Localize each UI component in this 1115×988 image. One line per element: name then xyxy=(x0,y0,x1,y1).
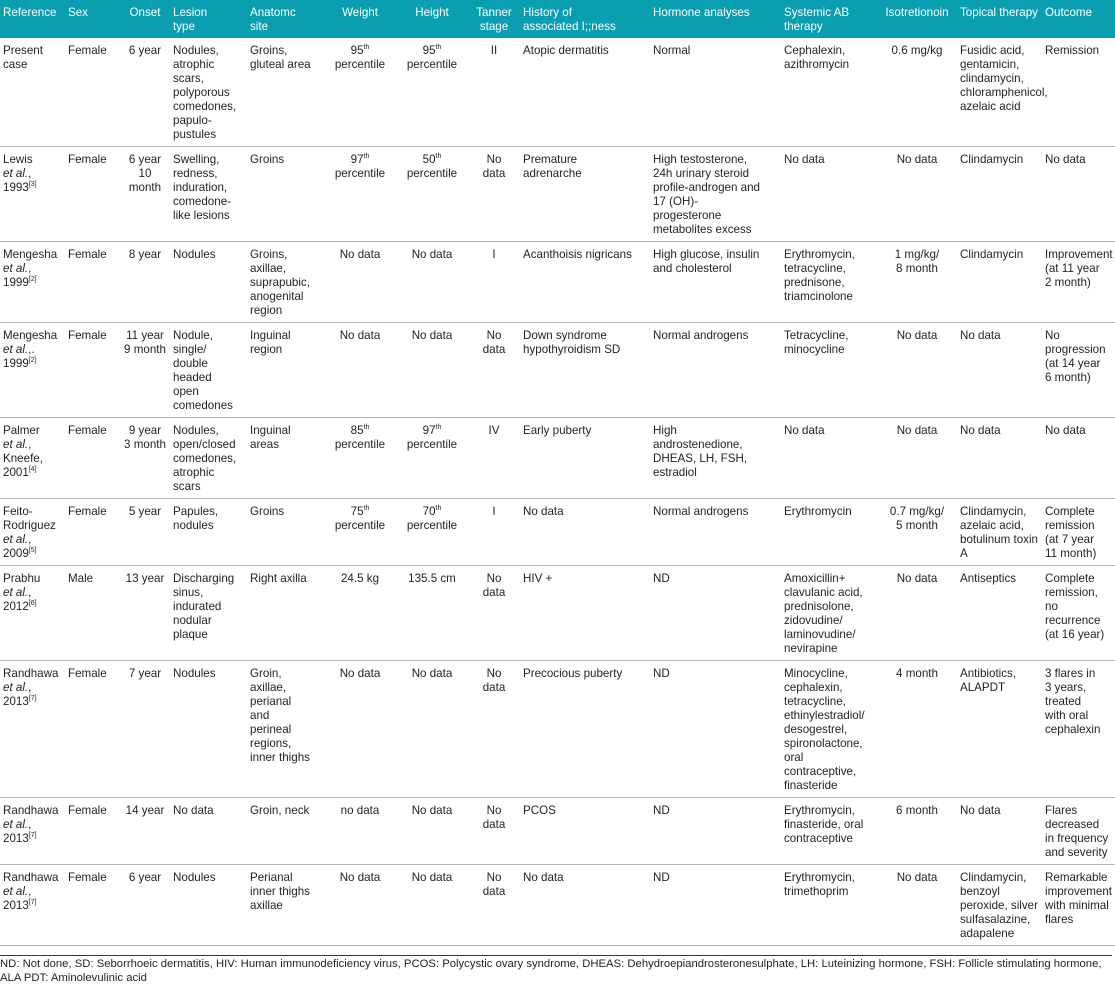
cell-anatomic-site: Groin, axillae, perianal and perineal regions, inner thighs xyxy=(247,661,324,798)
table-row xyxy=(0,661,1115,798)
cell-hormone-analyses: ND xyxy=(650,566,781,661)
cell-height xyxy=(396,865,468,946)
cell-isotretinoin: 0.7 mg/kg/ 5 month xyxy=(877,499,957,566)
col-header-anatomic-site: Anatomc site xyxy=(250,6,296,33)
cell-systemic-ab-therapy: Minocycline, cephalexin, tetracycline, ethinylestradiol/ desogestrel, spironolactone, oral contraceptive, finasteride xyxy=(781,661,877,798)
cell-lesion-type: Nodules, atrophic scars, polyporous comedones, papulo- pustules xyxy=(170,38,247,147)
height-unit: percentile xyxy=(406,167,458,180)
col-header-reference: Reference xyxy=(3,6,57,19)
cell-onset: 11 year 9 month xyxy=(120,323,170,418)
weight-value: 95 xyxy=(350,44,364,57)
weight-value: No data xyxy=(339,667,381,680)
cell-height xyxy=(396,661,468,798)
cell-weight xyxy=(324,323,396,418)
col-header-outcome: Outcome xyxy=(1045,6,1093,19)
weight-ordinal: th xyxy=(363,153,370,160)
cell-sex: Female xyxy=(65,323,120,418)
cell-lesion-type: Nodule, single/ double headed open comedones xyxy=(170,323,247,418)
cell-height xyxy=(396,798,468,865)
cell-reference xyxy=(0,499,65,566)
cell-isotretinoin: No data xyxy=(877,566,957,661)
cell-isotretinoin: No data xyxy=(877,418,957,499)
col-header-weight: Weight xyxy=(342,6,378,19)
cell-onset: 14 year xyxy=(120,798,170,865)
cell-topical-therapy: Clindamycin xyxy=(957,147,1042,242)
cell-sex: Female xyxy=(65,865,120,946)
cell-weight xyxy=(324,798,396,865)
cell-outcome: Improvement (at 11 year 2 month) xyxy=(1042,242,1115,323)
height-value: 97 xyxy=(422,424,436,437)
cell-sex: Female xyxy=(65,242,120,323)
weight-value: No data xyxy=(339,329,381,342)
cell-lesion-type: Swelling, redness, induration, comedone- like lesions xyxy=(170,147,247,242)
reference-author: Prabhu xyxy=(3,572,41,585)
reference-citation: [2] xyxy=(28,276,37,283)
cell-onset: 9 year 3 month xyxy=(120,418,170,499)
table-row xyxy=(0,147,1115,242)
weight-unit: percentile xyxy=(334,167,386,180)
table-row xyxy=(0,242,1115,323)
cell-sex: Female xyxy=(65,147,120,242)
height-value: No data xyxy=(411,871,453,884)
cell-outcome: No data xyxy=(1042,418,1115,499)
cell-lesion-type: Nodules xyxy=(170,661,247,798)
cell-hormone-analyses: Normal xyxy=(650,38,781,147)
cell-sex: Female xyxy=(65,661,120,798)
cell-reference xyxy=(0,865,65,946)
height-value: No data xyxy=(411,804,453,817)
table-row xyxy=(0,418,1115,499)
cell-isotretinoin: 0.6 mg/kg xyxy=(877,38,957,147)
cell-history: PCOS xyxy=(520,798,650,865)
weight-ordinal: th xyxy=(363,505,370,512)
cell-history: HIV + xyxy=(520,566,650,661)
cell-anatomic-site: Groins, gluteal area xyxy=(247,38,324,147)
cell-weight xyxy=(324,147,396,242)
weight-unit: percentile xyxy=(334,519,386,532)
cell-onset: 6 year 10 month xyxy=(120,147,170,242)
reference-author: Randhawa xyxy=(3,871,59,884)
reference-year: , 2013 xyxy=(3,681,32,708)
reference-author: Feito- Rodriguez xyxy=(3,505,56,532)
cell-history: Acanthoisis nigricans xyxy=(520,242,650,323)
cell-reference xyxy=(0,798,65,865)
cell-topical-therapy: No data xyxy=(957,323,1042,418)
cell-sex: Female xyxy=(65,38,120,147)
height-unit: percentile xyxy=(406,58,458,71)
cell-reference xyxy=(0,147,65,242)
reference-author: Mengesha xyxy=(3,329,58,342)
cell-reference xyxy=(0,38,65,147)
reference-citation: [2] xyxy=(28,357,37,364)
weight-unit: percentile xyxy=(334,58,386,71)
cell-outcome: Remarkable improvement with minimal flares xyxy=(1042,865,1115,946)
cell-reference xyxy=(0,418,65,499)
cell-outcome: No data xyxy=(1042,147,1115,242)
cell-hormone-analyses: High testosterone, 24h urinary steroid profile-androgen and 17 (OH)- progesterone metabolites excess xyxy=(650,147,781,242)
cell-hormone-analyses: ND xyxy=(650,798,781,865)
cell-height xyxy=(396,242,468,323)
cell-weight xyxy=(324,242,396,323)
cell-onset: 5 year xyxy=(120,499,170,566)
cell-tanner-stage: I xyxy=(468,242,520,323)
cell-systemic-ab-therapy: Erythromycin, finasteride, oral contraceptive xyxy=(781,798,877,865)
cell-tanner-stage: No data xyxy=(468,147,520,242)
cell-history: Premature adrenarche xyxy=(520,147,650,242)
cell-hormone-analyses: ND xyxy=(650,661,781,798)
cell-hormone-analyses: ND xyxy=(650,865,781,946)
col-header-tanner-stage: Tanner stage xyxy=(476,6,512,33)
cell-history: Early puberty xyxy=(520,418,650,499)
cell-systemic-ab-therapy: Erythromycin xyxy=(781,499,877,566)
cell-systemic-ab-therapy: Tetracycline, minocycline xyxy=(781,323,877,418)
table-header-row xyxy=(0,0,1115,38)
reference-et-al: et al. xyxy=(3,681,29,694)
reference-author: Mengesha xyxy=(3,248,58,261)
cell-history: Precocious puberty xyxy=(520,661,650,798)
height-ordinal: th xyxy=(435,44,442,51)
reference-et-al: et al. xyxy=(3,586,29,599)
weight-value: 24.5 kg xyxy=(340,572,380,585)
cell-isotretinoin: 1 mg/kg/ 8 month xyxy=(877,242,957,323)
cell-hormone-analyses: High androstenedione, DHEAS, LH, FSH, estradiol xyxy=(650,418,781,499)
cell-lesion-type: Papules, nodules xyxy=(170,499,247,566)
table-body xyxy=(0,38,1115,946)
cell-sex: Male xyxy=(65,566,120,661)
table-row xyxy=(0,499,1115,566)
height-value: No data xyxy=(411,248,453,261)
reference-year: , 1993 xyxy=(3,167,32,194)
height-unit: percentile xyxy=(406,519,458,532)
cell-anatomic-site: Groins xyxy=(247,499,324,566)
cell-systemic-ab-therapy: No data xyxy=(781,147,877,242)
height-value: No data xyxy=(411,329,453,342)
table-row xyxy=(0,798,1115,865)
reference-year: , 2013 xyxy=(3,818,32,845)
col-header-isotretinoin: Isotretionoin xyxy=(885,6,949,19)
cell-anatomic-site: Groin, neck xyxy=(247,798,324,865)
cell-height xyxy=(396,566,468,661)
reference-et-al: et al. xyxy=(3,262,29,275)
cell-isotretinoin: 6 month xyxy=(877,798,957,865)
weight-value: no data xyxy=(340,804,380,817)
col-header-sex: Sex xyxy=(68,6,88,19)
height-unit: percentile xyxy=(406,438,458,451)
reference-citation: [7] xyxy=(28,832,37,839)
cell-onset: 6 year xyxy=(120,38,170,147)
cell-isotretinoin: No data xyxy=(877,323,957,418)
reference-year: , 2013 xyxy=(3,885,32,912)
cell-reference xyxy=(0,242,65,323)
col-header-topical-therapy: Topical therapy xyxy=(960,6,1038,19)
table-row xyxy=(0,323,1115,418)
weight-ordinal: th xyxy=(363,44,370,51)
cell-outcome: Flares decreased in frequency and severity xyxy=(1042,798,1115,865)
weight-ordinal: th xyxy=(363,424,370,431)
col-header-hormone-analyses: Hormone analyses xyxy=(653,6,750,19)
weight-value: 85 xyxy=(350,424,364,437)
cell-lesion-type: Nodules xyxy=(170,865,247,946)
cell-outcome: Complete remission, no recurrence (at 16 year) xyxy=(1042,566,1115,661)
cell-anatomic-site: Groins, axillae, suprapubic, anogenital region xyxy=(247,242,324,323)
cell-topical-therapy: Clindamycin, benzoyl peroxide, silver sulfasalazine, adapalene xyxy=(957,865,1042,946)
cell-weight xyxy=(324,661,396,798)
cell-isotretinoin: 4 month xyxy=(877,661,957,798)
reference-citation: [3] xyxy=(28,181,37,188)
cell-tanner-stage: No data xyxy=(468,661,520,798)
cell-anatomic-site: Perianal inner thighs axillae xyxy=(247,865,324,946)
cell-weight xyxy=(324,865,396,946)
cell-systemic-ab-therapy: Erythromycin, trimethoprim xyxy=(781,865,877,946)
cell-weight xyxy=(324,499,396,566)
col-header-lesion-type: Lesion type xyxy=(173,6,208,33)
cell-topical-therapy: No data xyxy=(957,798,1042,865)
cell-history: Atopic dermatitis xyxy=(520,38,650,147)
cell-tanner-stage: No data xyxy=(468,566,520,661)
cell-reference xyxy=(0,661,65,798)
cell-history: Down syndrome hypothyroidism SD xyxy=(520,323,650,418)
height-value: 70 xyxy=(422,505,436,518)
reference-year: , 1999 xyxy=(3,262,32,289)
reference-citation: [6] xyxy=(28,600,37,607)
table-footnote: ND: Not done, SD: Seborrhoeic dermatitis, HIV: Human immunodeficiency virus, PCOS: Polycystic ovary syndrome, DHEAS: Dehydroepiandrosteronesulphate, LH: Luteinizing hormone, FSH: Follicle stimulating hormone, ALA PDT: Aminolevulinic acid xyxy=(0,955,1112,985)
reference-year: ,. 1999 xyxy=(3,343,35,370)
cell-height xyxy=(396,323,468,418)
reference-author: Randhawa xyxy=(3,667,59,680)
cell-height xyxy=(396,147,468,242)
reference-et-al: et al. xyxy=(3,885,29,898)
cell-history: No data xyxy=(520,499,650,566)
table-row xyxy=(0,566,1115,661)
cell-outcome: Complete remission (at 7 year 11 month) xyxy=(1042,499,1115,566)
reference-author: Present case xyxy=(3,44,43,71)
reference-et-al: et al. xyxy=(3,533,29,546)
col-header-onset: Onset xyxy=(129,6,161,19)
cell-tanner-stage: IV xyxy=(468,418,520,499)
cell-anatomic-site: Groins xyxy=(247,147,324,242)
weight-unit: percentile xyxy=(334,438,386,451)
cell-systemic-ab-therapy: Erythromycin, tetracycline, prednisone, triamcinolone xyxy=(781,242,877,323)
cell-weight xyxy=(324,566,396,661)
cell-systemic-ab-therapy: Amoxicillin+ clavulanic acid, prednisolone, zidovudine/ laminovudine/ nevirapine xyxy=(781,566,877,661)
weight-value: 75 xyxy=(350,505,364,518)
cell-tanner-stage: No data xyxy=(468,323,520,418)
cell-onset: 7 year xyxy=(120,661,170,798)
cell-lesion-type: Discharging sinus, indurated nodular plaque xyxy=(170,566,247,661)
reference-year: , Kneefe, 2001 xyxy=(3,438,43,479)
cell-isotretinoin: No data xyxy=(877,865,957,946)
reference-et-al: et al. xyxy=(3,167,29,180)
cell-outcome: Remission xyxy=(1042,38,1115,147)
cell-weight xyxy=(324,418,396,499)
reference-citation: [4] xyxy=(28,466,37,473)
cell-topical-therapy: Antibiotics, ALAPDT xyxy=(957,661,1042,798)
cell-onset: 6 year xyxy=(120,865,170,946)
height-value: 95 xyxy=(422,44,436,57)
cell-hormone-analyses: Normal androgens xyxy=(650,323,781,418)
cell-systemic-ab-therapy: Cephalexin, azithromycin xyxy=(781,38,877,147)
weight-value: No data xyxy=(339,871,381,884)
cell-outcome: No progression (at 14 year 6 month) xyxy=(1042,323,1115,418)
cell-anatomic-site: Inguinal areas xyxy=(247,418,324,499)
reference-citation: [5] xyxy=(28,547,37,554)
cell-tanner-stage: II xyxy=(468,38,520,147)
col-header-systemic-ab-therapy: Systemic AB therapy xyxy=(784,6,850,33)
cell-anatomic-site: Inguinal region xyxy=(247,323,324,418)
cell-topical-therapy: No data xyxy=(957,418,1042,499)
reference-year: , 2009 xyxy=(3,533,32,560)
cell-topical-therapy: Fusidic acid, gentamicin, clindamycin, chloramphenicol, azelaic acid xyxy=(957,38,1042,147)
cell-history: No data xyxy=(520,865,650,946)
height-value: 50 xyxy=(422,153,436,166)
weight-value: No data xyxy=(339,248,381,261)
cell-hormone-analyses: High glucose, insulin and cholesterol xyxy=(650,242,781,323)
col-header-history: History of associated I;;ness xyxy=(523,6,616,33)
cell-sex: Female xyxy=(65,798,120,865)
cell-reference xyxy=(0,323,65,418)
reference-citation: [7] xyxy=(28,899,37,906)
cell-lesion-type: No data xyxy=(170,798,247,865)
cell-anatomic-site: Right axilla xyxy=(247,566,324,661)
reference-year: , 2012 xyxy=(3,586,32,613)
cell-outcome: 3 flares in 3 years, treated with oral cephalexin xyxy=(1042,661,1115,798)
cell-sex: Female xyxy=(65,418,120,499)
reference-citation: [7] xyxy=(28,695,37,702)
height-value: No data xyxy=(411,667,453,680)
table-row xyxy=(0,38,1115,147)
cell-reference xyxy=(0,566,65,661)
cell-sex: Female xyxy=(65,499,120,566)
cell-height xyxy=(396,38,468,147)
reference-author: Palmer xyxy=(3,424,40,437)
reference-et-al: et al. xyxy=(3,438,29,451)
height-ordinal: th xyxy=(435,153,442,160)
reference-author: Lewis xyxy=(3,153,33,166)
cell-lesion-type: Nodules, open/closed comedones, atrophic scars xyxy=(170,418,247,499)
cell-hormone-analyses: Normal androgens xyxy=(650,499,781,566)
reference-et-al: et al. xyxy=(3,343,29,356)
height-ordinal: th xyxy=(435,424,442,431)
height-ordinal: th xyxy=(435,505,442,512)
cell-height xyxy=(396,418,468,499)
cell-weight xyxy=(324,38,396,147)
cell-onset: 13 year xyxy=(120,566,170,661)
cell-isotretinoin: No data xyxy=(877,147,957,242)
reference-author: Randhawa xyxy=(3,804,59,817)
height-value: 135.5 cm xyxy=(408,572,456,585)
cell-topical-therapy: Antiseptics xyxy=(957,566,1042,661)
cell-tanner-stage: No data xyxy=(468,798,520,865)
col-header-height: Height xyxy=(415,6,449,19)
cell-tanner-stage: I xyxy=(468,499,520,566)
weight-value: 97 xyxy=(350,153,364,166)
cell-onset: 8 year xyxy=(120,242,170,323)
cell-tanner-stage: No data xyxy=(468,865,520,946)
cell-topical-therapy: Clindamycin, azelaic acid, botulinum toxin A xyxy=(957,499,1042,566)
cell-height xyxy=(396,499,468,566)
cell-topical-therapy: Clindamycin xyxy=(957,242,1042,323)
reference-et-al: et al. xyxy=(3,818,29,831)
cell-systemic-ab-therapy: No data xyxy=(781,418,877,499)
table-row xyxy=(0,865,1115,946)
cell-lesion-type: Nodules xyxy=(170,242,247,323)
